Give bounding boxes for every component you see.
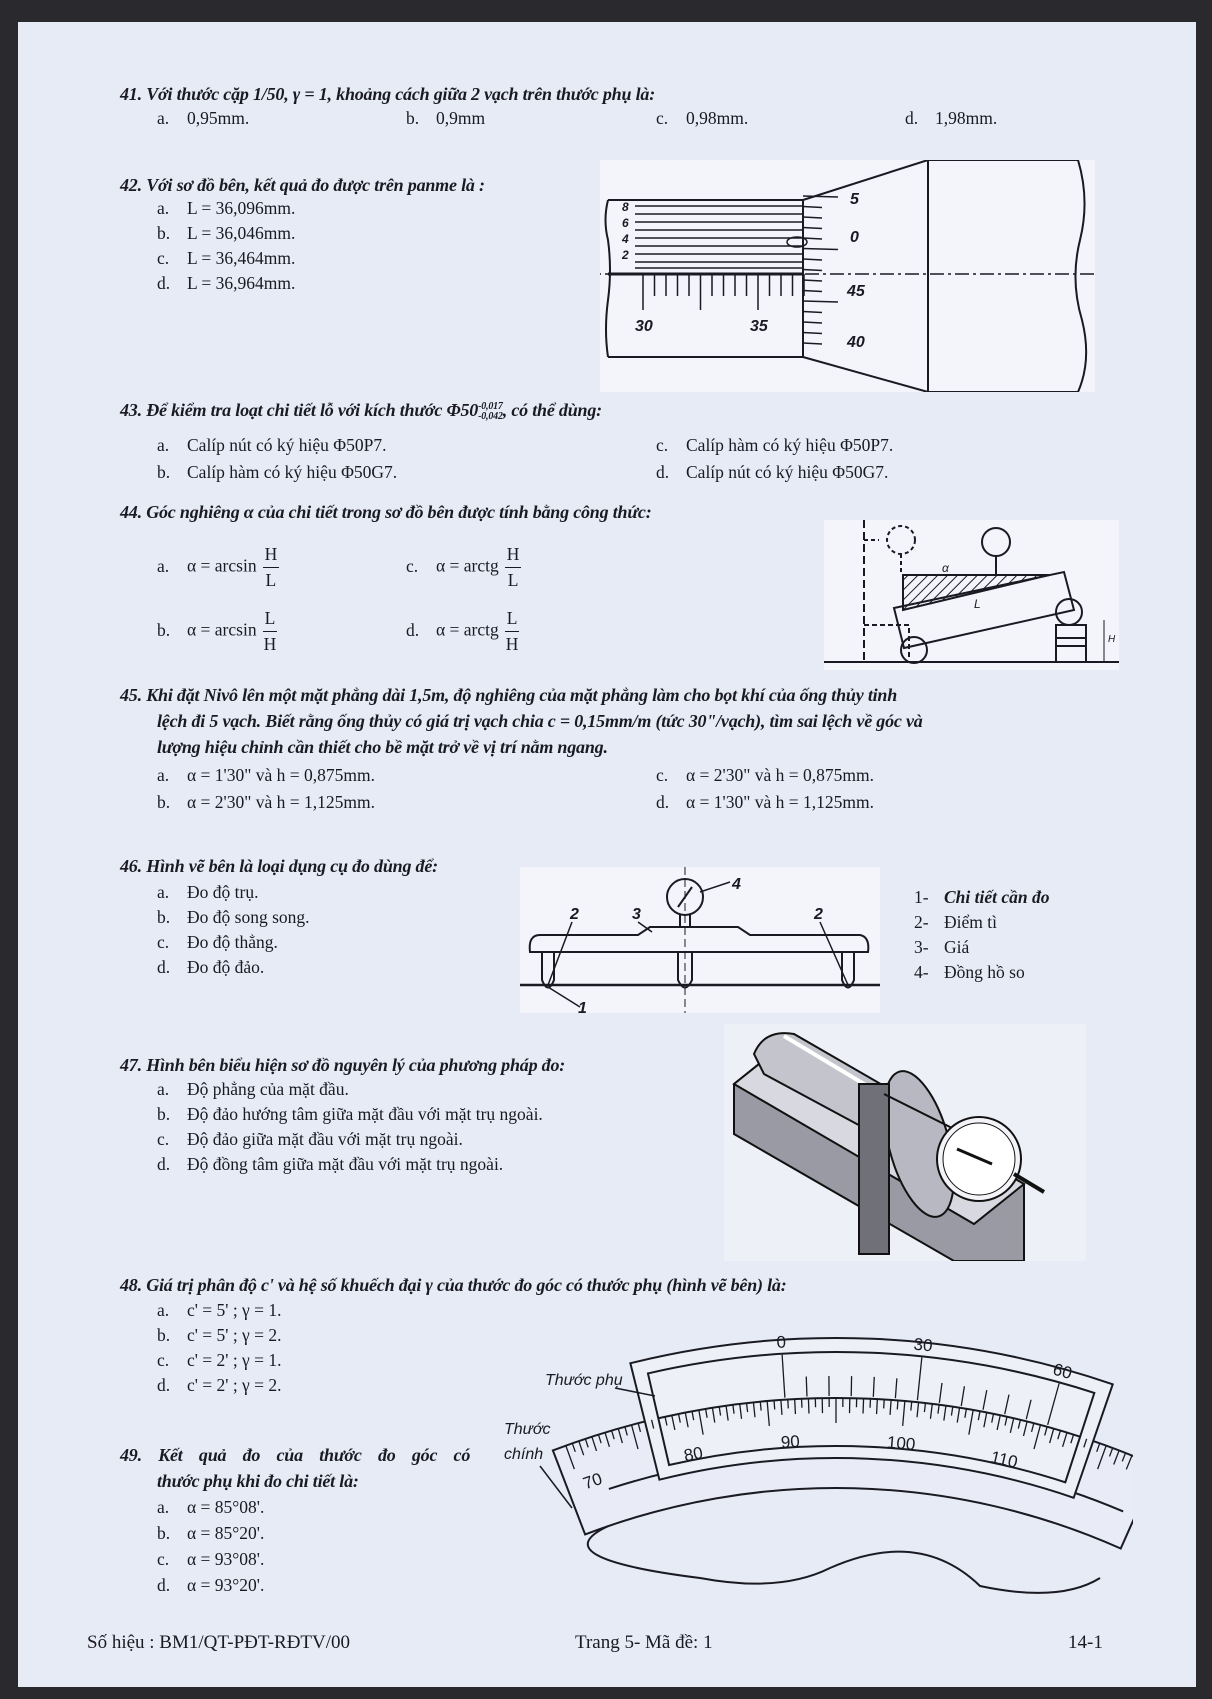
sleeve-label: 4 — [622, 232, 629, 246]
thimble-tick — [803, 259, 822, 260]
question-44-title: 44. Góc nghiêng α của chi tiết trong sơ đồ bên được tính bằng công thức: — [120, 502, 652, 522]
thimble-label: 40 — [847, 334, 865, 351]
q42-option-c: c. L = 36,464mm. — [157, 248, 296, 268]
sine-bar-figure — [824, 520, 1119, 670]
thimble-tick — [803, 270, 822, 271]
thimble-tick — [803, 280, 822, 281]
thimble-tick — [803, 228, 822, 229]
label-2-right: 2 — [814, 906, 823, 923]
q46-option-a: a. Đo độ trụ. — [157, 882, 259, 902]
q47-option-b: b. Độ đảo hướng tâm giữa mặt đầu với mặt trụ ngoài. — [157, 1104, 543, 1124]
q46-option-b: b. Đo độ song song. — [157, 907, 310, 927]
question-42-title: 42. Với sơ đồ bên, kết quả đo được trên panme là : — [120, 175, 485, 195]
q43-option-b: b. Calíp hàm có ký hiệu Φ50G7. — [157, 462, 398, 482]
q46-legend-1: 1- Chi tiết cần đo — [914, 887, 1050, 907]
main-scale-tick — [863, 1398, 864, 1413]
main-scale-tick — [911, 1402, 912, 1411]
q49-option-d: d. α = 93°20'. — [157, 1575, 265, 1595]
thimble-tick — [803, 217, 822, 218]
label-3: 3 — [632, 906, 641, 923]
main-scale-label: 100 — [886, 1432, 917, 1455]
footer-page-number: Trang 5- Mã đề: 1 — [575, 1632, 713, 1653]
thimble-tick — [803, 312, 822, 313]
thimble-tick — [803, 238, 822, 239]
q49-option-b: b. α = 85°20'. — [157, 1523, 265, 1543]
main-scale-label: 80 — [682, 1443, 705, 1466]
vernier-scale-label: 0 — [775, 1332, 787, 1353]
label-2-left: 2 — [570, 906, 579, 923]
q46-legend-4: 4- Đồng hồ so — [914, 962, 1025, 982]
main-scale-tick — [808, 1398, 809, 1413]
q48-option-a: a. c' = 5' ; γ = 1. — [157, 1300, 282, 1320]
straightness-gauge-figure — [520, 867, 880, 1013]
q43-option-c: c. Calíp hàm có ký hiệu Φ50P7. — [656, 435, 894, 455]
q42-option-a: a. L = 36,096mm. — [157, 198, 296, 218]
height-label: H — [1108, 634, 1116, 645]
length-label: L — [974, 597, 981, 611]
thimble-tick — [803, 207, 822, 208]
label-4: 4 — [732, 876, 741, 893]
q43-option-d: d. Calíp nút có ký hiệu Φ50G7. — [656, 462, 889, 482]
q41-option-d: d. 1,98mm. — [905, 108, 998, 128]
q41-option-a: a. 0,95mm. — [157, 108, 250, 128]
main-scale-label: 90 — [780, 1431, 801, 1452]
footer-code: 14-1 — [1068, 1632, 1103, 1653]
q47-option-d: d. Độ đồng tâm giữa mặt đầu với mặt trụ ngoài. — [157, 1154, 504, 1174]
q49-option-c: c. α = 93°08'. — [157, 1549, 265, 1569]
question-47-title: 47. Hình bên biểu hiện sơ đồ nguyên lý của phương pháp đo: — [120, 1055, 566, 1075]
q48-option-d: d. c' = 2' ; γ = 2. — [157, 1375, 282, 1395]
main-scale-tick — [877, 1399, 878, 1414]
q48-option-c: c. c' = 2' ; γ = 1. — [157, 1350, 282, 1370]
thimble-tick — [803, 291, 822, 292]
q48-option-b: b. c' = 5' ; γ = 2. — [157, 1325, 282, 1345]
main-scale-label: 70 — [580, 1469, 605, 1494]
thimble-label: 45 — [847, 283, 865, 300]
q47-option-c: c. Độ đảo giữa mặt đầu với mặt trụ ngoài. — [157, 1129, 463, 1149]
main-scale-caption-1: Thước — [504, 1421, 551, 1438]
thimble-label: 0 — [850, 229, 859, 246]
thimble-tick — [803, 322, 822, 323]
question-45-line-1: 45. Khi đặt Nivô lên một mặt phẳng dài 1,5m, độ nghiêng của mặt phẳng làm cho bọt khí của ống thủy tinh — [120, 685, 898, 705]
main-scale-tick — [897, 1400, 898, 1409]
vernier-scale-label: 30 — [912, 1334, 934, 1356]
q47-option-a: a. Độ phẳng của mặt đầu. — [157, 1079, 349, 1099]
sleeve-label: 2 — [622, 248, 629, 262]
q46-legend-3: 3- Giá — [914, 937, 970, 957]
q42-option-d: d. L = 36,964mm. — [157, 273, 296, 293]
question-46-title: 46. Hình vẽ bên là loại dụng cụ đo dùng để: — [120, 856, 438, 876]
question-49-line-2: thước phụ khi đo chi tiết là: — [157, 1471, 359, 1491]
q44-option-c: c. α = arctg $\frac{H}{L}$ — [406, 544, 520, 590]
sleeve-label: 30 — [635, 318, 653, 335]
main-scale-tick — [884, 1399, 885, 1408]
thimble-tick — [803, 196, 838, 197]
micrometer-figure — [600, 160, 1095, 392]
q45-option-a: a. α = 1'30" và h = 0,875mm. — [157, 765, 375, 785]
runout-measurement-illustration — [724, 1024, 1086, 1261]
label-1: 1 — [578, 1000, 587, 1013]
main-scale-tick — [788, 1399, 789, 1408]
main-scale-label: 110 — [988, 1447, 1020, 1472]
vernier-scale-caption: Thước phụ — [545, 1372, 623, 1389]
thimble-tick — [803, 301, 838, 302]
thimble-tick — [803, 249, 838, 250]
thimble-tick — [803, 343, 822, 344]
q46-option-d: d. Đo độ đảo. — [157, 957, 265, 977]
question-49-line-1: 49. Kết quả đo của thước đo góc có — [120, 1445, 471, 1465]
q42-option-b: b. L = 36,046mm. — [157, 223, 296, 243]
q44-option-a: a. α = arcsin $\frac{H}{L}$ — [157, 544, 278, 590]
q43-option-a: a. Calíp nút có ký hiệu Φ50P7. — [157, 435, 387, 455]
main-scale-caption-2: chính — [504, 1446, 544, 1463]
q49-option-a: a. α = 85°08'. — [157, 1497, 265, 1517]
q45-option-b: b. α = 2'30" và h = 1,125mm. — [157, 792, 375, 812]
vernier-tick — [806, 1377, 807, 1397]
sleeve-label: 35 — [750, 318, 768, 335]
main-scale-tick — [760, 1402, 761, 1411]
vernier-scale-label: 60 — [1050, 1359, 1075, 1384]
q45-option-c: c. α = 2'30" và h = 0,875mm. — [656, 765, 874, 785]
thimble-tick — [803, 333, 822, 334]
question-43-title: 43. Để kiểm tra loạt chi tiết lỗ với kích thước Φ50 -0,017 -0,042 , có thể dùng: — [120, 400, 602, 422]
main-scale-tick — [795, 1399, 796, 1414]
alpha-label: α — [942, 561, 949, 575]
q44-option-d: d. α = arctg $\frac{L}{H}$ — [406, 608, 519, 654]
footer-document-code: Số hiệu : BM1/QT-PĐT-RĐTV/00 — [87, 1632, 351, 1653]
question-48-title: 48. Giá trị phân độ c' và hệ số khuếch đại γ của thước đo góc có thước phụ (hình vẽ bên) là: — [120, 1275, 787, 1295]
q44-option-b: b. α = arcsin $\frac{L}{H}$ — [157, 608, 277, 654]
q46-legend-2: 2- Điểm tì — [914, 912, 997, 932]
angle-vernier-figure — [500, 1328, 1133, 1596]
question-41-title: 41. Với thước cặp 1/50, γ = 1, khoảng cách giữa 2 vạch trên thước phụ là: — [120, 84, 655, 104]
q46-option-c: c. Đo độ thẳng. — [157, 932, 278, 952]
sleeve-label: 6 — [622, 216, 629, 230]
q45-option-d: d. α = 1'30" và h = 1,125mm. — [656, 792, 874, 812]
sleeve-label: 8 — [622, 200, 629, 214]
q41-option-c: c. 0,98mm. — [656, 108, 749, 128]
question-45-line-3: lượng hiệu chỉnh cần thiết cho bề mặt trở về vị trí nằm ngang. — [157, 737, 608, 757]
main-scale-tick — [774, 1400, 775, 1409]
question-45-line-2: lệch đi 5 vạch. Biết rằng ống thủy có giá trị vạch chia c = 0,15mm/m (tức 30"/vạch), tìm sai lệch về góc và — [157, 711, 923, 731]
thimble-label: 5 — [850, 191, 859, 208]
q41-option-b: b. 0,9mm — [406, 108, 486, 128]
